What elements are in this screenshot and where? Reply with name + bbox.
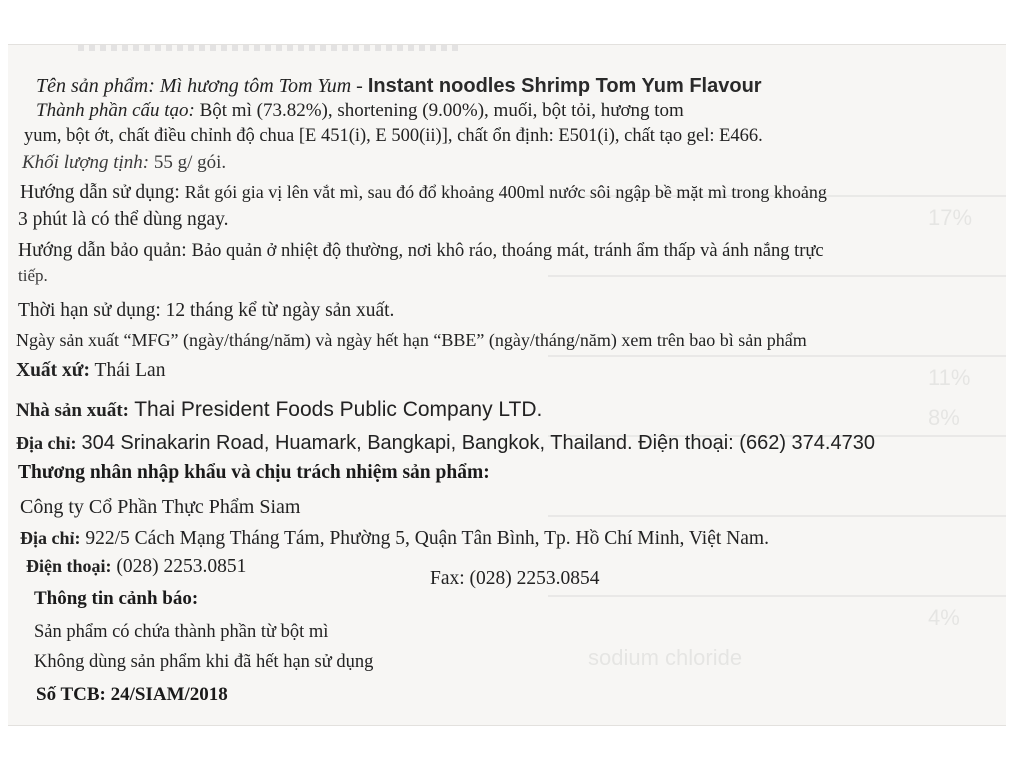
ingredients-text-2: yum, bột ớt, chất điều chỉnh độ chua [E 451(i), E 500(ii)], chất ổn định: E501(i), chất tạo gel: E466. (24, 126, 763, 146)
dates-note-line (16, 331, 807, 349)
warning-heading: Thông tin cảnh báo: (34, 588, 199, 609)
origin-value: Thái Lan (94, 360, 166, 381)
product-label (8, 44, 1006, 726)
storage-line-1 (18, 241, 824, 261)
tcb-number: Số TCB: 24/SIAM/2018 (36, 684, 228, 705)
shelf-life-line (18, 301, 394, 321)
importer-company: Công ty Cổ Phần Thực Phẩm Siam (20, 496, 301, 518)
shelf-life-label: Thời hạn sử dụng: (18, 300, 161, 321)
warning-text-2: Không dùng sản phẩm khi đã hết hạn sử dụng (34, 652, 374, 672)
cut-print-strip (78, 44, 458, 51)
usage-line-2 (18, 210, 228, 230)
importer-phone-line (26, 557, 246, 577)
net-weight-label: Khối lượng tịnh: (22, 152, 150, 173)
storage-text-1: Bảo quản ở nhiệt độ thường, nơi khô ráo, thoáng mát, tránh ẩm thấp và ánh nắng trực (191, 241, 824, 261)
net-weight-value: 55 g/ gói. (153, 152, 227, 173)
importer-phone-label: Điện thoại: (26, 556, 112, 576)
usage-line-1 (20, 183, 827, 203)
manufacturer-value: Thai President Foods Public Company LTD. (134, 398, 543, 421)
ingredients-label: Thành phần cấu tạo: (36, 100, 195, 121)
manufacturer-address: 304 Srinakarin Road, Huamark, Bangkapi, Bangkok, Thailand. Điện thoại: (662) 374.4730 (81, 432, 875, 454)
manufacturer-address-label: Địa chỉ: (16, 433, 77, 453)
manufacturer-line (16, 399, 542, 420)
net-weight-line (22, 153, 226, 172)
importer-fax: Fax: (028) 2253.0854 (430, 568, 600, 589)
ingredients-line-2 (24, 127, 763, 146)
product-name-vi: Mì hương tôm Tom Yum - (159, 75, 363, 97)
importer-address-line (20, 529, 769, 549)
ingredients-text-1: Bột mì (73.82%), shortening (9.00%), muối, bột tỏi, hương tom (199, 100, 684, 121)
product-name-line (36, 76, 762, 96)
warning-line-2 (34, 653, 373, 672)
product-name-label: Tên sản phẩm: (36, 75, 155, 97)
importer-company-line (20, 497, 300, 517)
storage-text-2: tiếp. (18, 266, 48, 285)
usage-label: Hướng dẫn sử dụng: (20, 182, 180, 203)
manufacturer-label: Nhà sản xuất: (16, 400, 129, 421)
importer-fax-line (430, 569, 600, 589)
importer-heading-line (18, 463, 490, 483)
shelf-life-value: 12 tháng kể từ ngày sản xuất. (165, 300, 395, 321)
storage-label: Hướng dẫn bảo quản: (18, 240, 187, 261)
importer-heading: Thương nhân nhập khẩu và chịu trách nhiệm sản phẩm: (18, 462, 490, 483)
manufacturer-address-line (16, 433, 875, 453)
ingredients-line-1 (36, 101, 684, 120)
tcb-line (36, 685, 228, 704)
importer-phone: (028) 2253.0851 (116, 556, 247, 577)
reverse-print-ghost: 17% 11% 8% 4% sodium chloride (548, 135, 1006, 695)
importer-address-label: Địa chỉ: (20, 528, 81, 548)
storage-line-2 (18, 267, 48, 284)
origin-label: Xuất xứ: (16, 360, 90, 381)
warning-heading-line (34, 589, 198, 608)
usage-text-1: Rắt gói gia vị lên vắt mì, sau đó đổ khoảng 400ml nước sôi ngập bề mặt mì trong khoảng (184, 182, 827, 202)
importer-address: 922/5 Cách Mạng Tháng Tám, Phường 5, Quận Tân Bình, Tp. Hồ Chí Minh, Việt Nam. (85, 528, 769, 549)
product-name-en: Instant noodles Shrimp Tom Yum Flavour (367, 75, 762, 97)
usage-text-2: 3 phút là có thể dùng ngay. (18, 209, 229, 230)
warning-text-1: Sản phẩm có chứa thành phần từ bột mì (34, 622, 329, 642)
dates-note: Ngày sản xuất “MFG” (ngày/tháng/năm) và ngày hết hạn “BBE” (ngày/tháng/năm) xem trên bao bì sản phẩm (16, 330, 807, 350)
warning-line-1 (34, 623, 328, 642)
origin-line (16, 361, 165, 381)
